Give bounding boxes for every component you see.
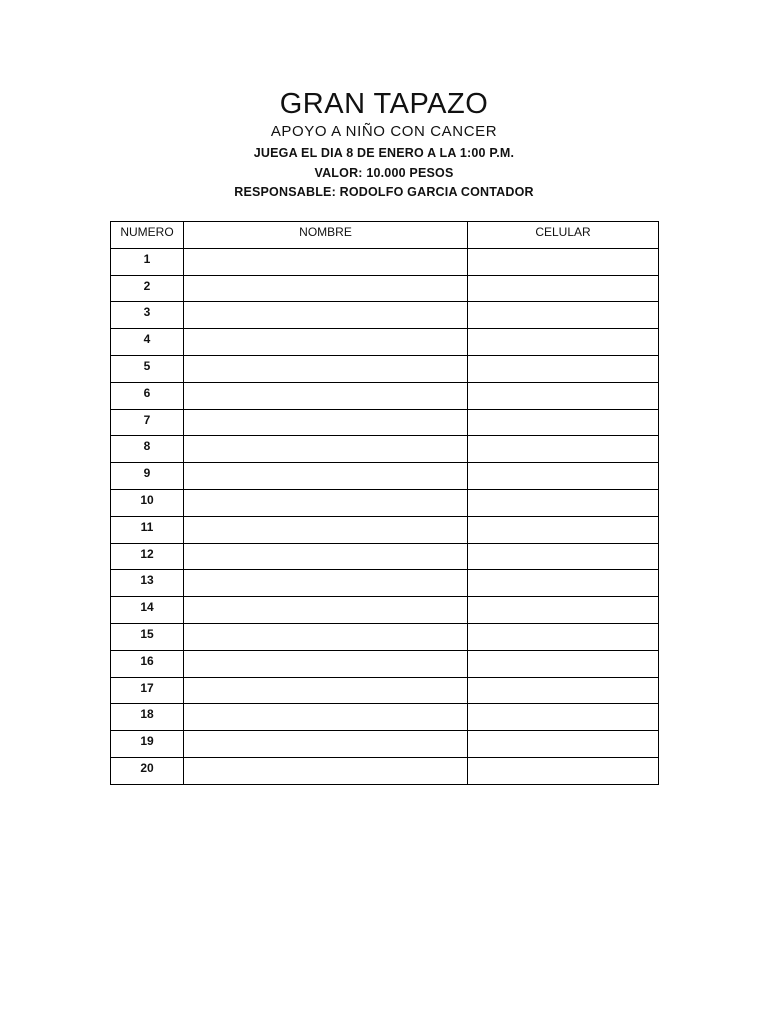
cell-numero: 1 xyxy=(111,248,184,275)
table-row xyxy=(111,516,659,543)
cell-nombre xyxy=(184,248,468,275)
table-row xyxy=(111,731,659,758)
table-row xyxy=(111,597,659,624)
table-row xyxy=(111,489,659,516)
cell-celular xyxy=(468,677,659,704)
cell-celular xyxy=(468,463,659,490)
cell-celular xyxy=(468,570,659,597)
table-row xyxy=(111,355,659,382)
cell-nombre xyxy=(184,704,468,731)
cell-nombre xyxy=(184,489,468,516)
cell-celular xyxy=(468,409,659,436)
cell-nombre xyxy=(184,355,468,382)
cell-nombre xyxy=(184,329,468,356)
column-header-celular: CELULAR xyxy=(468,222,659,249)
cell-celular xyxy=(468,382,659,409)
cell-celular xyxy=(468,516,659,543)
cell-numero: 18 xyxy=(111,704,184,731)
cell-nombre xyxy=(184,436,468,463)
responsible-line: RESPONSABLE: RODOLFO GARCIA CONTADOR xyxy=(234,185,534,199)
price-line: VALOR: 10.000 PESOS xyxy=(314,165,454,180)
document-header xyxy=(0,86,768,203)
cell-numero: 20 xyxy=(111,757,184,784)
table-row xyxy=(111,623,659,650)
cell-nombre xyxy=(184,409,468,436)
raffle-table xyxy=(110,221,659,785)
cell-nombre xyxy=(184,463,468,490)
cell-numero: 15 xyxy=(111,623,184,650)
cell-nombre xyxy=(184,302,468,329)
cell-nombre xyxy=(184,623,468,650)
table-header-row xyxy=(111,222,659,249)
cell-numero: 13 xyxy=(111,570,184,597)
table-row xyxy=(111,302,659,329)
cell-celular xyxy=(468,731,659,758)
cell-nombre xyxy=(184,650,468,677)
cell-celular xyxy=(468,623,659,650)
cell-nombre xyxy=(184,382,468,409)
table-row xyxy=(111,463,659,490)
cell-numero: 19 xyxy=(111,731,184,758)
cell-nombre xyxy=(184,597,468,624)
document-title: GRAN TAPAZO xyxy=(279,88,489,120)
cell-celular xyxy=(468,543,659,570)
cell-nombre xyxy=(184,516,468,543)
table-row xyxy=(111,570,659,597)
column-header-numero: NUMERO xyxy=(111,222,184,249)
table-row xyxy=(111,704,659,731)
cell-nombre xyxy=(184,275,468,302)
table-row xyxy=(111,409,659,436)
cell-celular xyxy=(468,597,659,624)
cell-nombre xyxy=(184,570,468,597)
cell-numero: 10 xyxy=(111,489,184,516)
table-row xyxy=(111,650,659,677)
cell-nombre xyxy=(184,677,468,704)
table-body xyxy=(111,248,659,784)
cell-numero: 4 xyxy=(111,329,184,356)
table-header xyxy=(111,222,659,249)
cell-numero: 16 xyxy=(111,650,184,677)
cell-nombre xyxy=(184,543,468,570)
cell-numero: 17 xyxy=(111,677,184,704)
cell-numero: 3 xyxy=(111,302,184,329)
table-row xyxy=(111,275,659,302)
column-header-nombre: NOMBRE xyxy=(184,222,468,249)
cell-numero: 6 xyxy=(111,382,184,409)
cell-numero: 5 xyxy=(111,355,184,382)
cell-celular xyxy=(468,757,659,784)
cell-celular xyxy=(468,650,659,677)
cell-numero: 12 xyxy=(111,543,184,570)
cell-numero: 11 xyxy=(111,516,184,543)
cell-nombre xyxy=(184,757,468,784)
table-row xyxy=(111,248,659,275)
cell-celular xyxy=(468,489,659,516)
cell-celular xyxy=(468,436,659,463)
table-row xyxy=(111,757,659,784)
cell-numero: 14 xyxy=(111,597,184,624)
table-row xyxy=(111,382,659,409)
cell-celular xyxy=(468,704,659,731)
table-row xyxy=(111,436,659,463)
table-row xyxy=(111,543,659,570)
cell-celular xyxy=(468,248,659,275)
cell-nombre xyxy=(184,731,468,758)
game-date-line: JUEGA EL DIA 8 DE ENERO A LA 1:00 P.M. xyxy=(253,146,515,160)
cell-celular xyxy=(468,302,659,329)
document-subtitle: APOYO A NIÑO CON CANCER xyxy=(270,123,498,140)
cell-numero: 9 xyxy=(111,463,184,490)
cell-celular xyxy=(468,329,659,356)
cell-celular xyxy=(468,275,659,302)
table-row xyxy=(111,329,659,356)
table-row xyxy=(111,677,659,704)
cell-celular xyxy=(468,355,659,382)
cell-numero: 7 xyxy=(111,409,184,436)
cell-numero: 2 xyxy=(111,275,184,302)
cell-numero: 8 xyxy=(111,436,184,463)
